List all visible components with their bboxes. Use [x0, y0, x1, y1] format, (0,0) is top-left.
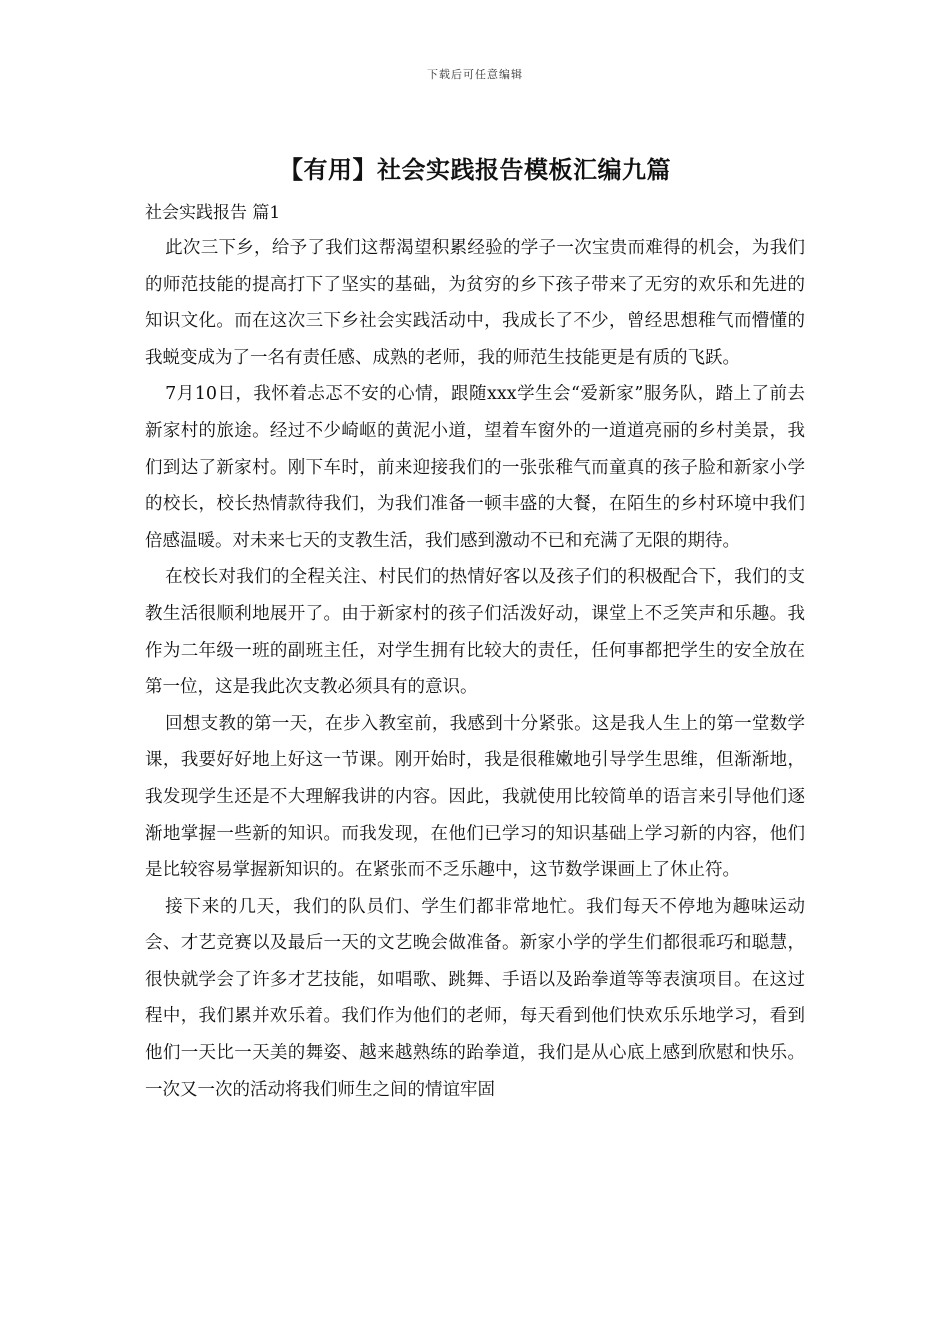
paragraph-1: 此次三下乡，给予了我们这帮渴望积累经验的学子一次宝贵而难得的机会，为我们的师范技能的提高打下了坚实的基础，为贫穷的乡下孩子带来了无穷的欢乐和先进的知识文化。而在这次三下乡社会实践活动中，我成长了不少，曾经思想稚气而懵懂的我蜕变成为了一名有责任感、成熟的老师，我的师范生技能更是有质的飞跃。	[145, 238, 805, 368]
document-title: 【有用】社会实践报告模板汇编九篇	[279, 155, 671, 184]
paragraph-4: 回想支教的第一天，在步入教室前，我感到十分紧张。这是我人生上的第一堂数学课，我要好好地上好这一节课。刚开始时，我是很稚嫩地引导学生思维，但渐渐地，我发现学生还是不大理解我讲的内容。因此，我就使用比较简单的语言来引导他们逐渐地掌握一些新的知识。而我发现，在他们已学习的知识基础上学习新的内容，他们是比较容易掌握新知识的。在紧张而不乏乐趣中，这节数学课画上了休止符。	[145, 713, 805, 881]
document-body	[145, 200, 805, 1108]
paragraph-2: 7月10日，我怀着忐忑不安的心情，跟随xxx学生会“爱新家”服务队，踏上了前去新家村的旅途。经过不少崎岖的黄泥小道，望着车窗外的一道道亮丽的乡村美景，我们到达了新家村。刚下车时，前来迎接我们的一张张稚气而童真的孩子脸和新家小学的校长，校长热情款待我们，为我们准备一顿丰盛的大餐，在陌生的乡村环境中我们倍感温暖。对未来七天的支教生活，我们感到激动不已和充满了无限的期待。	[145, 384, 805, 551]
paragraph-5: 接下来的几天，我们的队员们、学生们都非常地忙。我们每天不停地为趣味运动会、才艺竞赛以及最后一天的文艺晚会做准备。新家小学的学生们都很乖巧和聪慧，很快就学会了许多才艺技能，如唱歌、跳舞、手语以及跆拳道等等表演项目。在这过程中，我们累并欢乐着。我们作为他们的老师，每天看到他们快欢乐乐地学习，看到他们一天比一天美的舞姿、越来越熟练的跆拳道，我们是从心底上感到欣慰和快乐。一次又一次的活动将我们师生之间的情谊牢固	[145, 896, 805, 1100]
header-note: 下载后可任意编辑	[427, 68, 523, 81]
paragraph-3: 在校长对我们的全程关注、村民们的热情好客以及孩子们的积极配合下，我们的支教生活很顺利地展开了。由于新家村的孩子们活泼好动，课堂上不乏笑声和乐趣。我作为二年级一班的副班主任，对学生拥有比较大的责任，任何事都把学生的安全放在第一位，这是我此次支教必须具有的意识。	[145, 567, 805, 698]
section-heading: 社会实践报告 篇1	[145, 203, 281, 223]
